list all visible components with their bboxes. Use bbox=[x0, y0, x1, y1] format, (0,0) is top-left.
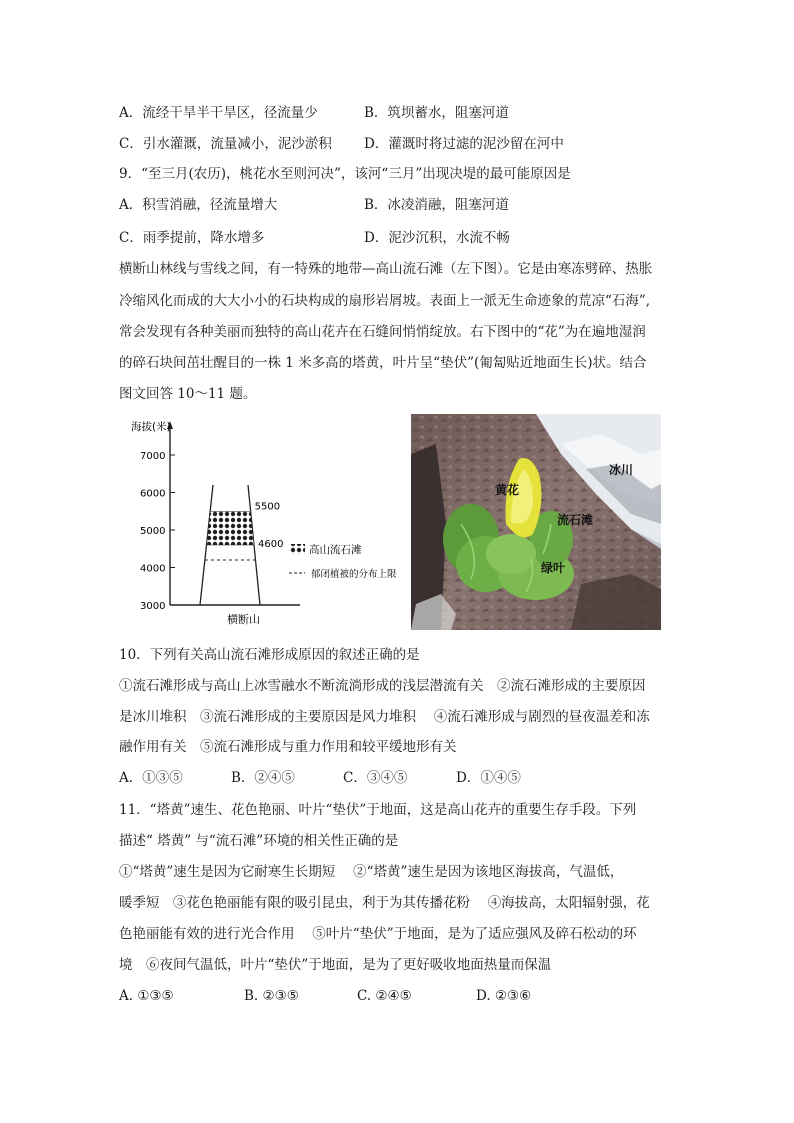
flower-photo bbox=[411, 414, 661, 630]
legend-scree-label: 高山流石滩 bbox=[309, 544, 362, 556]
y-tick-label: 7000 bbox=[140, 451, 166, 462]
y-tick-label: 5000 bbox=[140, 526, 166, 537]
q10-line-1: ①流石滩形成与高山上冰雪融水不断流淌形成的浅层潜流有关 ②流石滩形成的主要原因 bbox=[119, 678, 646, 694]
q9-option-d: D．泥沙沉积，水流不畅 bbox=[364, 230, 510, 246]
altitude-diagram bbox=[128, 415, 400, 630]
q9-option-b: B．冰凌消融，阻塞河道 bbox=[364, 197, 509, 213]
passage-line-4: 的碎石块间茁壮醒目的一株 1 米多高的塔黄，叶片呈“垫伏”(匍匐贴近地面生长)状。结合 bbox=[119, 355, 647, 371]
label-5500: 5500 bbox=[254, 501, 281, 513]
q10-option-c: C．③④⑤ bbox=[343, 770, 408, 786]
q11-line-6: 境 ⑥夜间气温低，叶片“垫伏”于地面，是为了更好吸收地面热量而保温 bbox=[119, 957, 552, 973]
q8-option-d: D．灌溉时将过滤的泥沙留在河中 bbox=[364, 136, 564, 152]
q10-line-3: 融作用有关 ⑤流石滩形成与重力作用和较平缓地形有关 bbox=[119, 739, 457, 755]
y-tick-label: 3000 bbox=[140, 601, 166, 612]
y-axis-label: 海拔(米) bbox=[131, 421, 171, 433]
label-4600: 4600 bbox=[258, 539, 284, 550]
q11-option-c: C. ②④⑤ bbox=[357, 988, 412, 1004]
y-tick-label: 4000 bbox=[140, 563, 166, 575]
q11-option-a: A. ①③⑤ bbox=[119, 988, 174, 1004]
q8-option-b: B．筑坝蓄水，阻塞河道 bbox=[364, 105, 509, 121]
q11-line-2: 描述“ 塔黄” 与“流石滩”环境的相关性正确的是 bbox=[119, 833, 399, 849]
q9-stem: 9．“至三月(农历)，桃花水至则河决”，该河“三月”出现决堤的最可能原因是 bbox=[119, 166, 571, 182]
q11-line-5: 色艳丽能有效的进行光合作用 ⑤叶片“垫伏”于地面，是为了适应强风及碎石松动的环 bbox=[119, 926, 637, 942]
photo-label-scree: 流石滩 bbox=[557, 513, 594, 527]
photo-label-leaf: 绿叶 bbox=[541, 561, 566, 575]
q11-option-b: B. ②③⑤ bbox=[244, 988, 299, 1004]
q9-option-c: C．雨季提前，降水增多 bbox=[119, 230, 265, 246]
q10-option-d: D．①④⑤ bbox=[456, 770, 521, 786]
photo-label-flower: 黄花 bbox=[495, 483, 520, 497]
mountain-label: 横断山 bbox=[227, 613, 260, 626]
legend-scree-swatch bbox=[289, 544, 305, 554]
passage-line-5: 图文回答 10～11 题。 bbox=[119, 386, 257, 402]
q10-option-a: A．①③⑤ bbox=[119, 770, 183, 786]
legend-line-label: 郁闭植被的分布上限 bbox=[311, 569, 397, 580]
q9-option-a: A．积雪消融，径流量增大 bbox=[119, 197, 278, 213]
y-tick-label: 6000 bbox=[140, 488, 166, 500]
passage-line-1: 横断山林线与雪线之间，有一特殊的地带—高山流石滩（左下图）。它是由寒冻劈碎、热胀 bbox=[119, 261, 653, 277]
passage-line-2: 冷缩风化而成的大大小小的石块构成的扇形岩屑坡。表面上一派无生命迹象的荒凉“石海”, bbox=[119, 293, 651, 309]
q8-option-a: A．流经干旱半干旱区，径流量少 bbox=[119, 105, 318, 121]
q10-stem: 10．下列有关高山流石滩形成原因的叙述正确的是 bbox=[119, 647, 420, 663]
q10-option-b: B．②④⑤ bbox=[231, 770, 295, 786]
photo-label-glacier: 冰川 bbox=[609, 463, 634, 477]
q8-option-c: C．引水灌溉，流量减小，泥沙淤积 bbox=[119, 136, 332, 152]
q11-line-3: ①“塔黄”速生是因为它耐寒生长期短 ②“塔黄”速生是因为该地区海拔高，气温低， bbox=[119, 864, 624, 880]
q11-line-1: 11．“塔黄”速生、花色艳丽、叶片“垫伏”于地面，这是高山花卉的重要生存手段。下列 bbox=[119, 802, 637, 818]
q11-line-4: 暖季短 ③花色艳丽能有限的吸引昆虫，利于为其传播花粉 ④海拔高，太阳辐射强，花 bbox=[119, 895, 650, 911]
passage-line-3: 常会发现有各种美丽而独特的高山花卉在石缝间悄悄绽放。右下图中的“花”为在遍地湿润 bbox=[119, 324, 646, 340]
scree-band bbox=[207, 511, 255, 545]
q10-line-2: 是冰川堆积 ③流石滩形成的主要原因是风力堆积 ④流石滩形成与剧烈的昼夜温差和冻 bbox=[119, 709, 650, 725]
q11-option-d: D. ②③⑥ bbox=[476, 988, 532, 1004]
